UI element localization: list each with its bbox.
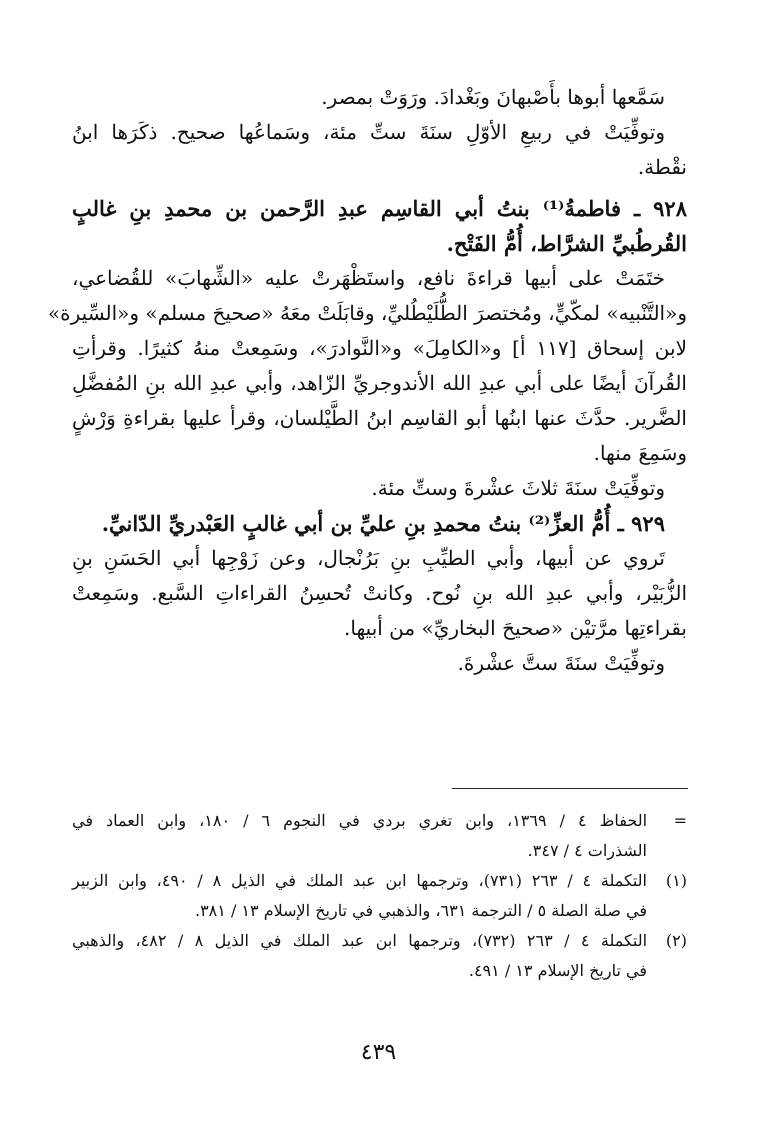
text-line: لابن إسحاق [١١٧ أ] و«الكامِلَ» و«النَّوادرَ»، وسَمِعتْ منهُ كثيرًا. وقرأتِ (72, 336, 688, 360)
page-number: ٤٣٩ (360, 1040, 397, 1065)
footnote-line: في تاريخ الإسلام ١٣ / ٤٩١. (468, 961, 647, 980)
footnote-line: التكملة ٤ / ٢٦٣ (٧٣١)، وترجمها ابن عبد الملك في الذيل ٨ / ٤٩٠، وابن الزبير (72, 871, 648, 890)
text-line: وتوفِّيَتْ سنَةَ ستَّ عشْرةَ. (457, 651, 665, 675)
footnote-marker: = (673, 811, 687, 830)
text-line: و«التَّنْبيه» لمكّيٍّ، ومُختصرَ الطُّلَيْطُليِّ، وقابَلَتْ معَهُ «صحيحَ مسلم» و«السِّيرة» (47, 301, 687, 325)
text-line: تَروي عن أبيها، وأبي الطيِّبِ بنِ بَرُنْجال، وعن زَوْجِها أبي الحَسَنِ بنِ (72, 546, 665, 570)
footnote (72, 926, 687, 986)
entry-heading-928-cont: القُرطُبيِّ الشرَّاط، أُمُّ الفَتْح. (446, 231, 687, 256)
footnote-divider (452, 788, 688, 789)
text-line: سَمَّعها أبوها بأَصْبهانَ وبَغْدادَ. ورَوَتْ بمصر. (321, 85, 665, 109)
text-line: وتوفِّيَتْ في ربيعِ الأوّلِ سنَةَ ستِّ مئة، وسَماعُها صحيح. ذكَرَها ابنُ (72, 120, 665, 144)
text-line: نقْطة. (637, 155, 687, 179)
main-text (47, 80, 688, 681)
entry-heading-928: ٩٢٨ ـ فاطمةُ⁽¹⁾ بنتُ أبي القاسِم عبدِ الرَّحمن بن محمدِ بنِ غالبٍ (72, 196, 687, 221)
text-line: القُرآنَ أيضًا على أبي عبدِ الله الأندوجريِّ الزّاهد، وأبي عبدِ الله بنِ المُفضَّلِ (72, 371, 687, 395)
text-line: وسَمِعَ منها. (593, 441, 687, 465)
footnote (72, 866, 687, 926)
text-line: ختَمَتْ على أبيها قراءةَ نافع، واستَظْهَرتْ عليه «الشِّهابَ» للقُضاعي، (72, 266, 665, 290)
footnote-marker: (٢) (665, 931, 687, 950)
footnote-line: الشذرات ٤ / ٣٤٧. (527, 841, 647, 860)
text-line: وتوفِّيَتْ سنَةَ ثلاثَ عشْرةَ وستِّ مئة. (371, 476, 665, 500)
text-line: بقراءتِها مرَّتيْن «صحيحَ البخاريِّ» من أبيها. (344, 616, 687, 640)
entry-heading-929: ٩٢٩ ـ أُمُّ العزِّ⁽²⁾ بنتُ محمدِ بنِ عليِّ بن أبي غالبٍ العَبْدريِّ الدّانيِّ. (101, 511, 665, 536)
footnotes (72, 806, 687, 986)
footnote-line: في صلة الصلة ٥ / الترجمة ٦٣١، والذهبي في تاريخ الإسلام ١٣ / ٣٨١. (194, 901, 647, 920)
footnote (72, 806, 687, 866)
footnote-line: التكملة ٤ / ٢٦٣ (٧٣٢)، وترجمها ابن عبد الملك في الذيل ٨ / ٤٨٢، والذهبي (72, 931, 648, 950)
text-line: الزُّبَيْر، وأبي عبدِ الله بنِ نُوح. وكانتْ تُحسِنُ القراءاتِ السَّبع. وسَمِعتْ (72, 581, 687, 605)
footnote-line: الحفاظ ٤ / ١٣٦٩، وابن تغري بردي في النجوم ٦ / ١٨٠، وابن العماد في (72, 811, 648, 830)
footnote-marker: (١) (665, 871, 687, 890)
text-line: الضَّرير. حدَّثَ عنها ابنُها أبو القاسِم ابنُ الطَّيْلسان، وقرأ عليها بقراءةِ وَرْشٍ (72, 406, 687, 430)
